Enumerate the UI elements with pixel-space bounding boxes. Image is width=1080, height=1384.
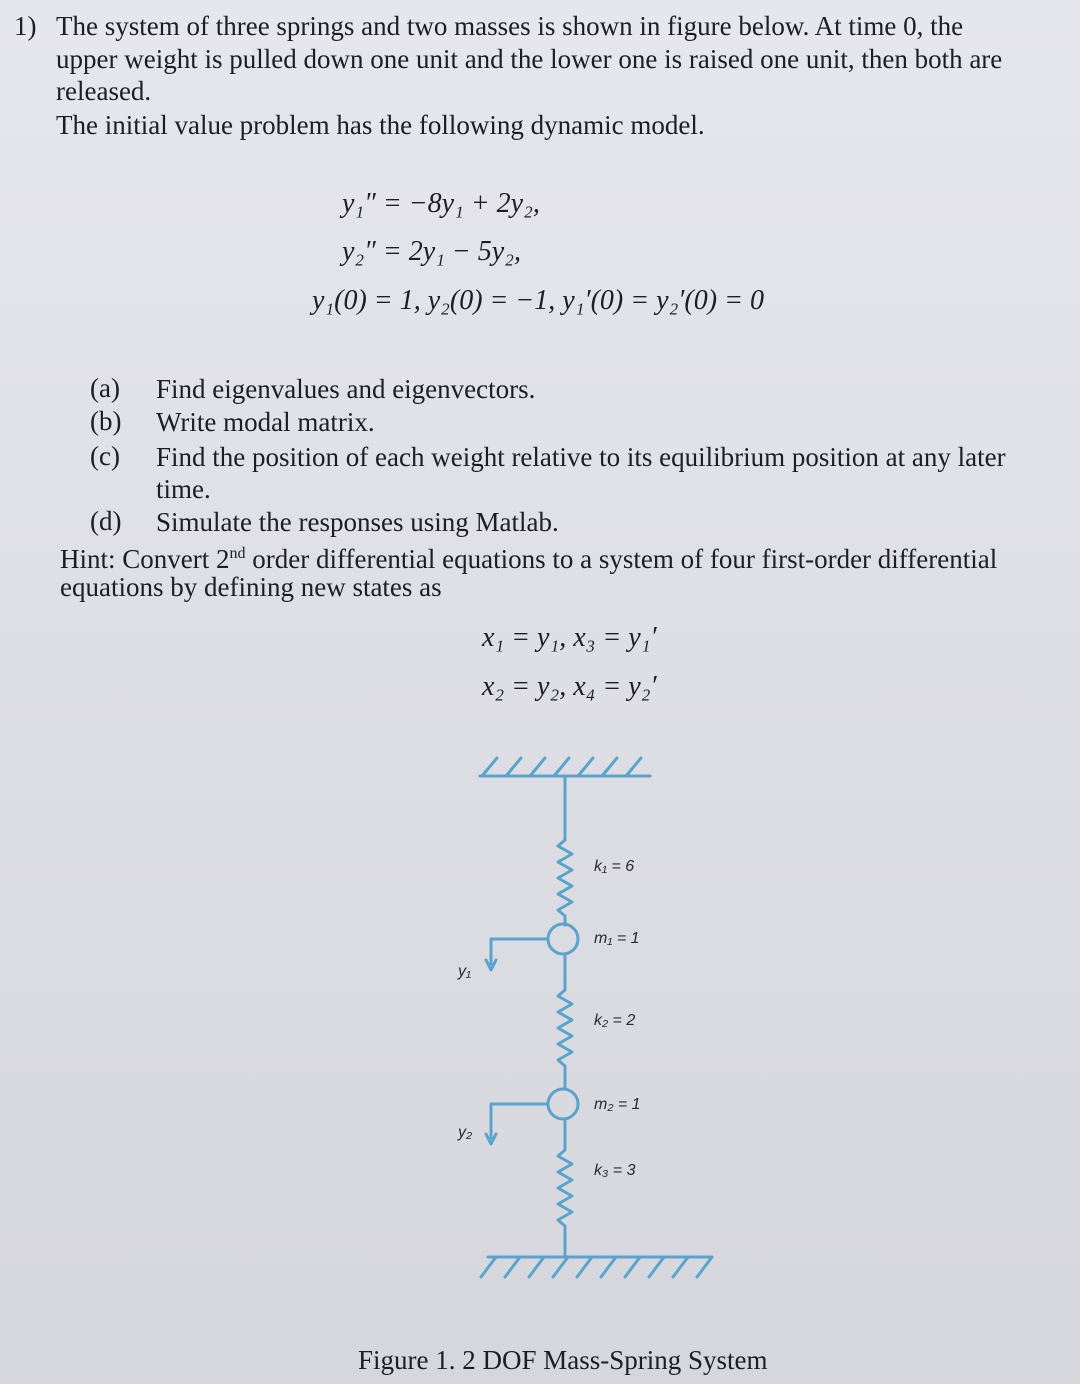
label-k1: k₁ = 6 bbox=[594, 858, 635, 875]
problem-text-line-2: upper weight is pulled down one unit and the lower one is raised one unit, then both are bbox=[56, 44, 1003, 74]
label-m2: m₂ = 1 bbox=[594, 1096, 641, 1113]
label-m1: m₁ = 1 bbox=[594, 930, 640, 947]
label-k2: k₂ = 2 bbox=[594, 1012, 636, 1029]
task-c-label: (c) bbox=[90, 441, 120, 471]
y1-indicator-line bbox=[491, 939, 548, 964]
problem-number: 1) bbox=[14, 11, 37, 41]
spring-k1 bbox=[558, 840, 572, 925]
task-c-text: Find the position of each weight relative to its equilibrium position at any later bbox=[156, 442, 1006, 472]
task-b-label: (b) bbox=[90, 406, 122, 436]
equation-2: y₂″ = 2y₁ − 5y₂, bbox=[342, 236, 521, 267]
mass-m2 bbox=[548, 1089, 578, 1119]
spring-k2 bbox=[558, 954, 572, 1088]
hint-rest: order differential equations to a system of four first-order differential bbox=[245, 544, 998, 574]
y2-indicator-line bbox=[491, 1104, 548, 1138]
state-definitions-row-2: x₂ = y₂, x₄ = y₂′ bbox=[482, 671, 657, 702]
task-d-text: Simulate the responses using Matlab. bbox=[156, 507, 559, 537]
spring-k3 bbox=[558, 1119, 572, 1257]
task-b-text: Write modal matrix. bbox=[156, 407, 375, 437]
mass-m1 bbox=[548, 924, 578, 954]
hint-superscript: nd bbox=[229, 545, 246, 562]
task-c-text-cont: time. bbox=[156, 474, 211, 504]
label-k3: k₃ = 3 bbox=[594, 1162, 636, 1179]
problem-text-line-4: The initial value problem has the following dynamic model. bbox=[56, 110, 705, 140]
equation-initial-conditions: y₁(0) = 1, y₂(0) = −1, y₁′(0) = y₂′(0) = 0 bbox=[312, 285, 764, 316]
task-a-text: Find eigenvalues and eigenvectors. bbox=[156, 374, 536, 404]
problem-text-line-1: The system of three springs and two masses is shown in figure below. At time 0, the bbox=[56, 11, 964, 41]
hint-line-2: equations by defining new states as bbox=[60, 572, 442, 602]
top-support-hatch bbox=[482, 758, 641, 776]
equation-1: y₁″ = −8y₁ + 2y₂, bbox=[342, 188, 540, 219]
problem-text-line-3: released. bbox=[56, 76, 152, 106]
figure-caption: Figure 1. 2 DOF Mass-Spring System bbox=[358, 1345, 768, 1375]
hint-prefix: Hint: Convert 2 bbox=[60, 544, 230, 574]
label-y2: y₂ bbox=[458, 1124, 473, 1141]
label-y1: y₁ bbox=[458, 963, 472, 980]
task-a-label: (a) bbox=[90, 373, 120, 403]
bottom-support-hatch bbox=[481, 1257, 712, 1277]
task-d-label: (d) bbox=[90, 506, 122, 536]
state-definitions-row-1: x₁ = y₁, x₃ = y₁′ bbox=[482, 622, 657, 653]
